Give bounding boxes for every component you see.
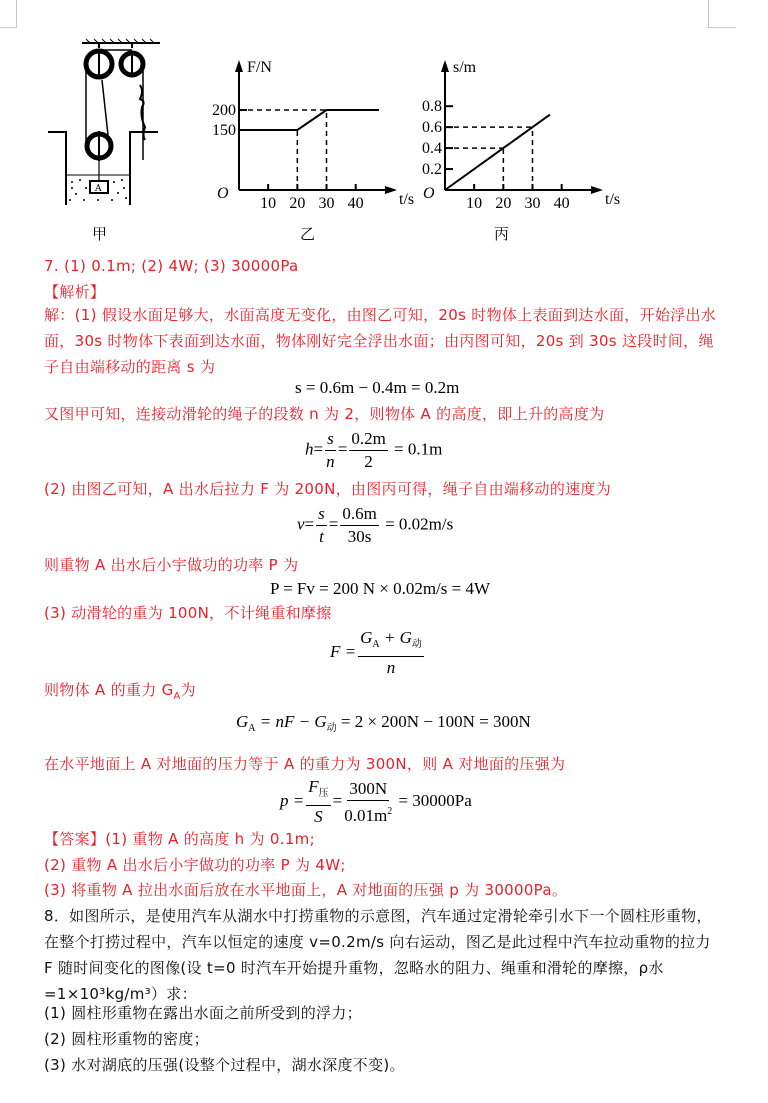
- x-axis-arrow: [591, 186, 603, 194]
- x-tick-label: 40: [553, 195, 570, 212]
- q7-paragraph-3: (2) 由图乙可知，A 出水后拉力 F 为 200N，由图丙可得，绳子自由端移动的速度为: [44, 480, 612, 498]
- y-tick-label: 150: [212, 122, 236, 139]
- q8-item-3: (3) 水对湖底的压强(设整个过程中，湖水深度不变)。: [44, 1056, 405, 1074]
- page-corner-mark: [708, 0, 709, 27]
- x-tick-label: 40: [347, 195, 364, 212]
- x-tick-label: 20: [495, 195, 512, 212]
- q7-paragraph-4: 则重物 A 出水后小宇做功的功率 P 为: [44, 556, 299, 574]
- q7-paragraph-2: 又图甲可知，连接动滑轮的绳子的段数 n 为 2，则物体 A 的高度，即上升的高度为: [44, 405, 605, 423]
- equation-distance: s = 0.6m − 0.4m = 0.2m: [295, 378, 460, 397]
- figure-caption-yi: 乙: [300, 225, 316, 243]
- x-tick-label: 20: [289, 195, 306, 212]
- y-axis-label: F/N: [247, 59, 272, 76]
- equation-velocity: v= $\frac{s}{t}$ = $\frac{0.6m}{30s}$ = 0.02m/s: [297, 504, 454, 546]
- q7-paragraph-6: 则物体 A 的重力 $G_A$为: [44, 681, 196, 702]
- series-line: [445, 115, 550, 190]
- q8-stem: 8．如图所示，是使用汽车从湖水中打捞重物的示意图，汽车通过定滑轮牵引水下一个圆柱形重物，在整个打捞过程中，汽车以恒定的速度 v=0.2m/s 向右运动，图乙是此过程中汽车拉动重物的拉力 F 随时间变化的图像(设 t=0 时汽车开始提升重物，忽略水的阻力、绳重和滑轮的摩擦，ρ水=1×10³kg/m³）求：: [44, 907, 712, 1003]
- force-time-chart: [195, 40, 415, 215]
- q7-answer-summary: 7. (1) 0.1m; (2) 4W; (3) 30000Pa: [44, 257, 299, 275]
- q7-paragraph-5: (3) 动滑轮的重为 100N，不计绳重和摩擦: [44, 604, 332, 622]
- figure-caption-bing: 丙: [494, 225, 510, 243]
- equation-power: P = Fv = 200 N × 0.02m/s = 4W: [270, 579, 491, 598]
- equation-height: h= $\frac{s}{n}$ = $\frac{0.2m}{2}$ = 0.1m: [305, 429, 443, 471]
- q7-answer-3: (3) 将重物 A 拉出水面后放在水平地面上，A 对地面的压强 p 为 30000Pa。: [44, 881, 568, 899]
- y-axis-label: s/m: [453, 59, 477, 76]
- q7-answer-2: (2) 重物 A 出水后小宇做功的功率 P 为 4W;: [44, 856, 346, 874]
- y-tick-label: 0.6: [422, 119, 442, 137]
- y-tick-label: 200: [212, 102, 236, 119]
- equation-force: F = $\frac{G_A + G_动}{n}$: [330, 628, 422, 677]
- equation-pressure: p = $\frac{F_压}{S}$ = $\frac{300N}{0.01m^2}$ = 30000Pa: [280, 777, 472, 826]
- origin-label: O: [217, 185, 229, 202]
- distance-time-chart: [405, 40, 621, 215]
- series-line: [239, 110, 379, 130]
- figure-caption-jia: 甲: [92, 225, 108, 243]
- page-corner-mark: [16, 0, 17, 27]
- q7-paragraph-1: 解：(1) 假设水面足够大，水面高度无变化，由图乙可知，20s 时物体上表面到达水面，开始浮出水面，30s 时物体下表面到达水面，物体刚好完全浮出水面；由丙图可知，20s 到 30s 这段时间，绳子自由端移动的距离 s 为: [44, 306, 717, 376]
- q7-paragraph-7: 在水平地面上 A 对地面的压力等于 A 的重力为 300N，则 A 对地面的压强为: [44, 755, 566, 773]
- pulley-diagram: [40, 30, 170, 210]
- y-axis-arrow: [235, 60, 243, 72]
- y-tick-label: 0.8: [422, 98, 442, 116]
- q7-answer-1: 【答案】(1) 重物 A 的高度 h 为 0.1m;: [44, 830, 315, 848]
- x-axis-label: t/s: [605, 191, 621, 208]
- well-right-wall: [130, 132, 158, 205]
- equation-weight: $G_A$ = nF − $G_动 = 2 \times 200N - 100N = 300N$: [236, 712, 531, 734]
- q8-item-1: (1) 圆柱形重物在露出水面之前所受到的浮力；: [44, 1004, 362, 1022]
- q8-item-2: (2) 圆柱形重物的密度；: [44, 1030, 209, 1048]
- page-corner-mark: [0, 27, 17, 28]
- well-left-wall: [48, 132, 66, 205]
- x-tick-label: 30: [318, 195, 335, 212]
- page-corner-mark: [708, 27, 736, 28]
- analysis-label: 【解析】: [44, 283, 106, 301]
- origin-label: O: [423, 185, 435, 202]
- x-axis-arrow: [385, 186, 397, 194]
- weight-label: A: [95, 184, 102, 194]
- x-axis-label: t/s: [399, 191, 415, 208]
- x-tick-label: 10: [466, 195, 483, 212]
- x-tick-label: 30: [524, 195, 541, 212]
- x-tick-label: 10: [260, 195, 277, 212]
- y-tick-label: 0.2: [422, 161, 442, 179]
- y-tick-label: 0.4: [422, 140, 442, 158]
- y-axis-arrow: [441, 60, 449, 72]
